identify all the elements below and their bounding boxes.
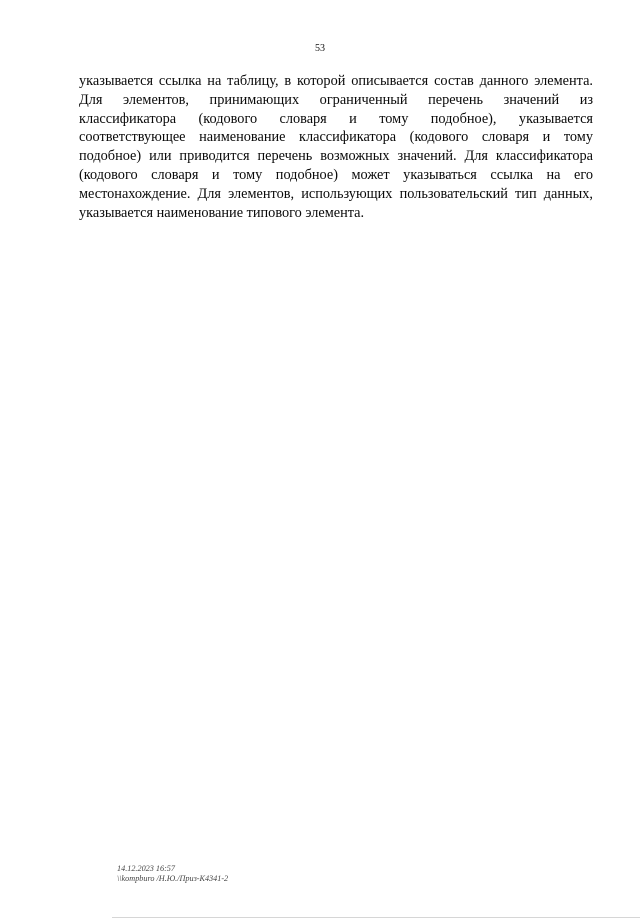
document-footer [117,864,228,884]
body-paragraph [79,72,593,222]
paragraph-line: соответствующее наименование классификатора (кодового словаря и тому [79,129,593,146]
paragraph-line: местонахождение. Для элементов, использующих пользовательский тип данных, [79,185,593,202]
paragraph-line: классификатора (кодового словаря и тому подобное), указывается [79,110,593,127]
paragraph-line: указывается наименование типового элемента. [79,204,365,221]
footer-reference: \\kompburo /Н.Ю./Приз-К4341-2 [117,874,229,883]
paragraph-line: указывается ссылка на таблицу, в которой описывается состав данного элемента. [79,73,593,89]
paragraph-line: (кодового словаря и тому подобное) может указываться ссылка на его [79,166,593,183]
page-number: 53 [315,43,325,54]
footer-timestamp: 14.12.2023 16:57 [117,864,175,873]
paragraph-line: Для элементов, принимающих ограниченный перечень значений из [79,91,593,108]
scan-edge-line [112,917,640,918]
paragraph-line: подобное) или приводится перечень возможных значений. Для классификатора [79,148,593,165]
